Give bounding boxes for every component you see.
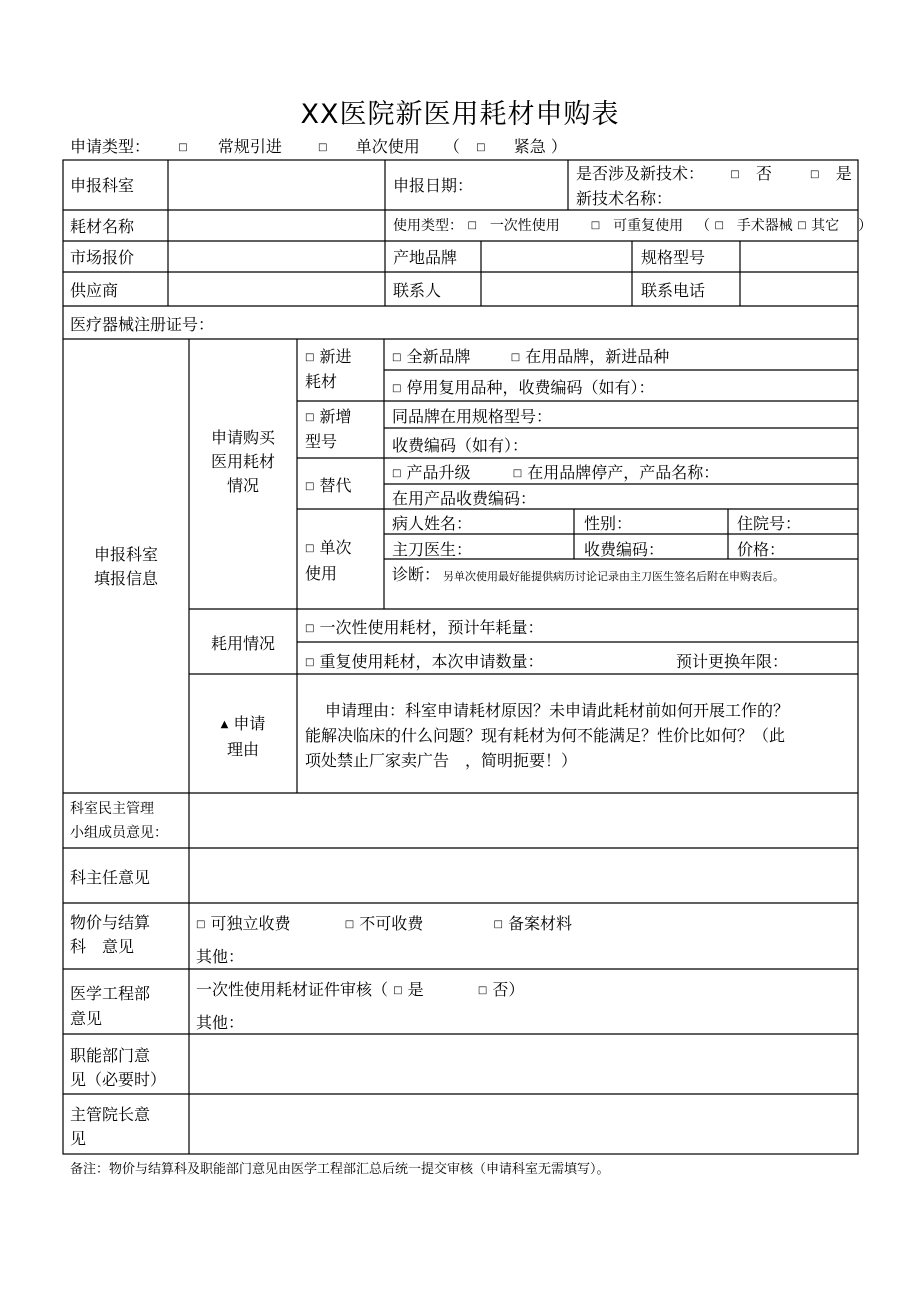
- checkbox-brand-new[interactable]: □: [392, 352, 402, 363]
- apply-type-line: [70, 134, 567, 157]
- review-yes: 是: [407, 980, 424, 999]
- director-label: 科主任意见: [70, 868, 151, 887]
- registration-label: 医疗器械注册证号：: [70, 315, 215, 334]
- new-brand-line: [392, 344, 669, 367]
- patient-name-label: 病人姓名：: [392, 514, 473, 533]
- engineering-review: [196, 977, 524, 1000]
- contact-field[interactable]: [482, 273, 631, 305]
- spec-model-field[interactable]: [741, 242, 857, 271]
- purchase-line2: 医用耗材: [210, 452, 275, 471]
- committee-field[interactable]: [190, 794, 857, 847]
- checkbox-independent-fee[interactable]: □: [196, 919, 206, 930]
- president-field[interactable]: [190, 1095, 857, 1153]
- dept-info-line2: 填报信息: [93, 569, 158, 588]
- newtech-name-label: 新技术名称：: [576, 189, 673, 208]
- newtech-yes: 是: [835, 164, 852, 183]
- functional-field[interactable]: [190, 1035, 857, 1093]
- checkbox-disposable-use[interactable]: □: [305, 623, 315, 634]
- consumption-label: 耗用情况: [210, 634, 275, 653]
- date-label: 申报日期：: [393, 176, 474, 195]
- newtech-no: 否: [755, 164, 772, 183]
- diagnosis-label: 诊断：: [392, 565, 441, 584]
- checkbox-upgrade[interactable]: □: [392, 468, 402, 479]
- president-line2: 见: [70, 1129, 87, 1148]
- reason-line2: 理由: [226, 740, 259, 759]
- disposable-consumption: 一次性使用耗材，预计年耗量：: [319, 618, 544, 637]
- checkbox-disposable[interactable]: □: [467, 220, 477, 231]
- in-use-brand: 在用品牌，新进品种: [525, 347, 670, 366]
- engineering-review-text: 一次性使用耗材证件审核（: [196, 980, 389, 999]
- engineering-other: 其他：: [196, 1013, 245, 1032]
- option-single-use: 单次使用: [355, 137, 420, 156]
- price-label: 价格：: [737, 540, 786, 559]
- usage-open-paren: （: [695, 218, 710, 234]
- market-price-label: 市场报价: [70, 248, 135, 267]
- supplier-field[interactable]: [169, 273, 384, 305]
- apply-type-label: 申请类型：: [70, 137, 151, 156]
- product-upgrade: 产品升级: [406, 463, 471, 482]
- dept-info-label: [63, 543, 189, 591]
- committee-line1: 科室民主管理: [70, 801, 154, 817]
- president-line1: 主管院长意: [70, 1105, 151, 1124]
- pricing-line2: 科 意见: [70, 937, 135, 956]
- material-name-label: 耗材名称: [70, 217, 135, 236]
- footnote: 备注：物价与结算科及职能部门意见由医学工程部汇总后统一提交审核（申请科室无需填写）。: [70, 1162, 610, 1177]
- replace-years: 预计更换年限：: [676, 652, 789, 671]
- reason-text[interactable]: 申请理由：科室申请耗材原因？未申请此耗材前如何开展工作的？能解决临床的什么问题？现有耗材为何不能满足？性价比如何？（此项处禁止厂家卖广告 ，简明扼要！）: [305, 701, 790, 770]
- dept-field[interactable]: [169, 161, 384, 209]
- functional-line1: 职能部门意: [70, 1046, 151, 1065]
- dept-info-line1: 申报科室: [93, 545, 158, 564]
- usage-disposable: 一次性使用: [489, 218, 560, 234]
- new-model-line1: 新增: [319, 407, 352, 426]
- checkbox-resume[interactable]: □: [392, 383, 402, 394]
- reason-label: [189, 711, 297, 762]
- material-name-field[interactable]: [169, 211, 384, 240]
- triangle-icon: ▲: [220, 719, 229, 730]
- newtech-question: [576, 161, 852, 184]
- option-urgent: 紧急: [513, 137, 546, 156]
- checkbox-surgical[interactable]: □: [714, 220, 724, 231]
- committee-line2: 小组成员意见：: [70, 825, 168, 841]
- dept-label: 申报科室: [70, 176, 135, 195]
- new-model-line2: 型号: [305, 432, 338, 451]
- pricing-line1: 物价与结算: [70, 913, 151, 932]
- no-fee: 不可收费: [359, 914, 424, 933]
- gender-label: 性别：: [584, 514, 633, 533]
- checkbox-reusable-use[interactable]: □: [305, 657, 315, 668]
- checkbox-new-material[interactable]: □: [305, 352, 315, 363]
- new-material-line1: 新进: [319, 347, 352, 366]
- inpatient-no-label: 住院号：: [737, 514, 802, 533]
- usage-type-label: 使用类型：: [393, 218, 463, 234]
- checkbox-discontinued[interactable]: □: [512, 468, 523, 479]
- reusable-quantity: 重复使用耗材，本次申请数量：: [319, 652, 544, 671]
- new-material-label: [305, 345, 352, 394]
- checkbox-newtech-no[interactable]: □: [730, 169, 740, 180]
- origin-brand-label: 产地品牌: [393, 248, 458, 267]
- single-fee-code-label: 收费编码：: [584, 540, 665, 559]
- close-paren: ）: [550, 137, 567, 156]
- checkbox-single-use[interactable]: □: [318, 142, 328, 153]
- single-use-line1: 单次: [319, 538, 352, 557]
- pricing-other: 其他：: [196, 947, 245, 966]
- engineering-line2: 意见: [70, 1009, 103, 1028]
- usage-surgical: 手术器械: [736, 218, 793, 234]
- review-no: 否）: [492, 980, 525, 999]
- usage-reusable: 可重复使用: [613, 218, 684, 234]
- replace-options: [392, 460, 719, 483]
- checkbox-in-use-brand[interactable]: □: [510, 352, 521, 363]
- checkbox-replace[interactable]: □: [305, 481, 315, 492]
- single-use-label: [305, 535, 352, 586]
- checkbox-newtech-yes[interactable]: □: [810, 169, 820, 180]
- checkbox-reusable[interactable]: □: [590, 220, 601, 231]
- supplier-label: 供应商: [70, 281, 119, 300]
- checkbox-filing[interactable]: □: [493, 919, 503, 930]
- usage-other: 其它: [811, 218, 840, 234]
- committee-label: [70, 797, 168, 845]
- checkbox-other[interactable]: □: [797, 220, 807, 231]
- reusable-line: [305, 649, 544, 672]
- checkbox-no-fee[interactable]: □: [344, 919, 355, 930]
- option-regular: 常规引进: [217, 137, 282, 156]
- new-model-label: [305, 405, 352, 454]
- same-brand-spec: 同品牌在用规格型号：: [392, 407, 553, 426]
- replace-label: [305, 473, 352, 496]
- single-use-line2: 使用: [305, 564, 338, 583]
- purchase-line3: 情况: [226, 476, 259, 495]
- phone-label: 联系电话: [641, 281, 706, 300]
- usage-close-paren: ）: [858, 218, 873, 234]
- contact-label: 联系人: [393, 281, 442, 300]
- filing-material: 备案材料: [508, 914, 573, 933]
- resume-text: 停用复用品种，收费编码（如有）：: [406, 378, 655, 397]
- checkbox-new-model[interactable]: □: [305, 412, 315, 423]
- checkbox-regular[interactable]: □: [178, 142, 188, 153]
- surgeon-label: 主刀医生：: [392, 540, 473, 559]
- president-label: [70, 1103, 150, 1151]
- usage-type-line: [393, 215, 872, 235]
- checkbox-single-use-section[interactable]: □: [305, 543, 315, 554]
- newtech-question-label: 是否涉及新技术：: [576, 164, 705, 183]
- origin-brand-field[interactable]: [482, 242, 631, 271]
- in-use-fee-code: 在用产品收费编码：: [392, 489, 537, 508]
- pricing-label: [70, 911, 150, 959]
- engineering-line1: 医学工程部: [70, 984, 151, 1003]
- spec-model-label: 规格型号: [641, 248, 706, 267]
- open-paren: （: [443, 137, 460, 156]
- functional-line2: 见（必要时）: [70, 1070, 167, 1089]
- engineering-label: [70, 981, 150, 1031]
- form-title: XX医院新医用耗材申购表: [300, 99, 620, 130]
- replace-text: 替代: [319, 476, 352, 495]
- phone-field[interactable]: [741, 273, 857, 305]
- purchase-line1: 申请购买: [210, 428, 275, 447]
- brand-new: 全新品牌: [406, 347, 471, 366]
- brand-discontinued: 在用品牌停产，产品名称：: [527, 463, 720, 482]
- diagnosis-note: 另单次使用最好能提供病历讨论记录由主刀医生签名后附在申购表后。: [443, 570, 784, 583]
- disposable-line: [305, 615, 544, 638]
- resume-line: [392, 375, 655, 398]
- market-price-field[interactable]: [169, 242, 384, 271]
- checkbox-review-no[interactable]: □: [477, 985, 488, 996]
- independent-fee: 可独立收费: [210, 914, 291, 933]
- new-model-fee-code: 收费编码（如有）：: [392, 436, 529, 455]
- new-material-line2: 耗材: [305, 372, 338, 391]
- purchase-situation-label: [189, 426, 297, 498]
- reason-line1: 申请: [233, 714, 266, 733]
- checkbox-review-yes[interactable]: □: [393, 985, 403, 996]
- director-field[interactable]: [190, 849, 857, 902]
- pricing-options: [196, 911, 572, 934]
- functional-label: [70, 1044, 166, 1092]
- date-field[interactable]: [480, 161, 567, 209]
- checkbox-urgent[interactable]: □: [476, 142, 486, 153]
